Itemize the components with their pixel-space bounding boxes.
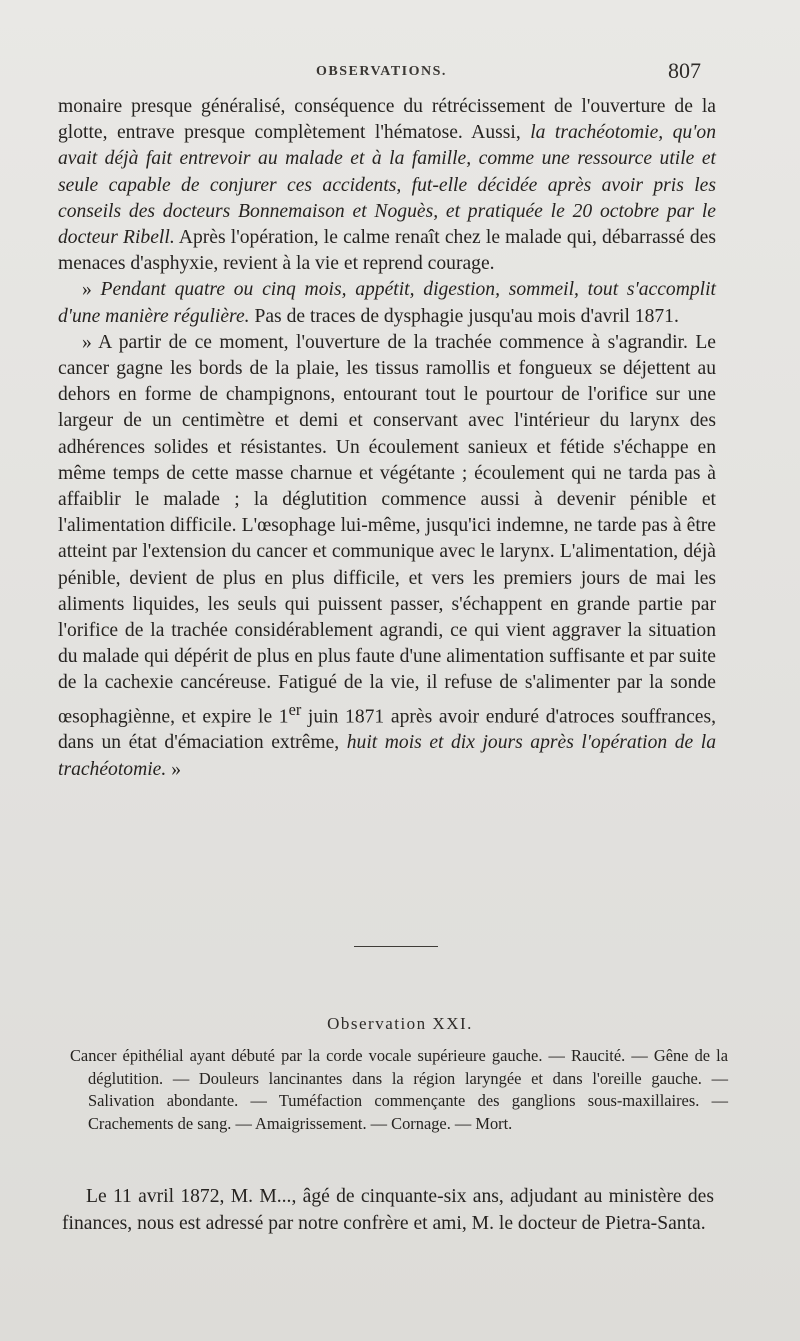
date-number: 1 bbox=[278, 706, 289, 728]
paragraph-2-quote: » bbox=[82, 279, 101, 301]
paragraph-3-text: » A partir de ce moment, l'ouverture de la trachée commence à s'agrandir. Le cancer gagne les bords de la plaie, les tissus ramollis et fongueux se déjettent au dehors en forme de champignons, entourant tout le pourtour de l'orifice sur une largeur de un centimètre et demi et conservant avec l'intérieur du larynx des adhérences solides et résistantes. Un écoulement sanieux et fétide s'échappe en même temps de cette masse charnue et végétante ; écoulement qui ne tarda pas à affaiblir le malade ; la déglutition commence aussi à devenir pénible et l'alimentation difficile. L'œsophage lui-même, jusqu'ici indemne, ne tarde pas à être atteint par l'extension du cancer et communique avec le larynx. L'alimentation, déjà pénible, devient de plus en plus difficile, et vers les premiers jours de mai les aliments liquides, les seuls qui puissent passer, s'échappent en grande partie par l'orifice de la trachée considérablement agrandi, ce qui vient aggraver la situation du malade qui dépérit de plus en plus faute d'une alimentation suffisante et par suite de la cachexie cancéreuse. Fatigué de la vie, il refuse de s'alimenter par la sonde œsophagiènne, et expire le bbox=[58, 331, 716, 728]
date-superscript: er bbox=[288, 699, 302, 719]
paragraph-1-text-end: Après l'opération, le calme renaît chez le malade qui, débarrassé des menaces d'asphyxie, revient à la vie et reprend courage. bbox=[58, 227, 716, 275]
paragraph-3-italic: huit mois et dix jours après l'opération de la trachéotomie. bbox=[58, 732, 716, 780]
observation-summary: Cancer épithélial ayant débuté par la corde vocale supérieure gauche. — Raucité. — Gêne de la déglutition. — Douleurs lancinantes dans la région laryngée et dans l'oreille gauche. — Salivation abondante. — Tuméfaction commençante des ganglions sous-maxillaires. — Crachements de sang. — Amaigrissement. — Cornage. — Mort. bbox=[70, 1046, 728, 1133]
paragraph-3-close-quote: » bbox=[166, 758, 181, 780]
paragraph-1 bbox=[58, 94, 716, 277]
paragraph-2 bbox=[58, 277, 716, 329]
paragraph-3 bbox=[58, 330, 716, 783]
paragraph-1-italic: la trachéotomie, qu'on avait déjà fait entrevoir au malade et à la famille, comme une ressource utile et seule capable de conjurer ces accidents, fut-elle décidée après avoir pris les conseils des docteurs Bonnemaison et Noguès, et pratiquée le 20 octobre par le docteur Ribell. bbox=[58, 122, 717, 249]
section-divider bbox=[354, 946, 438, 947]
paragraph-3-text-mid: juin 1871 après avoir enduré d'atroces souffrances, dans un état d'émaciation extrême, bbox=[58, 706, 716, 754]
paragraph-1-text: monaire presque généralisé, conséquence du rétrécissement de l'ouverture de la glotte, entrave presque complètement l'hématose. Aussi, bbox=[58, 96, 716, 144]
running-head: OBSERVATIONS. bbox=[316, 64, 447, 79]
body-text bbox=[58, 94, 716, 783]
paragraph-2-italic: Pendant quatre ou cinq mois, appétit, digestion, sommeil, tout s'accomplit d'une manière régulière. bbox=[58, 279, 716, 327]
paragraph-2-text: Pas de traces de dysphagie jusqu'au mois d'avril 1871. bbox=[249, 305, 679, 327]
page-number: 807 bbox=[668, 58, 701, 83]
observation-title: Observation XXI. bbox=[327, 1014, 473, 1033]
observation-opening: Le 11 avril 1872, M. M..., âgé de cinquante-six ans, adjudant au ministère des finances, nous est adressé par notre confrère et ami, M. le docteur de Pietra-Santa. bbox=[62, 1186, 714, 1234]
page-header bbox=[58, 58, 703, 92]
